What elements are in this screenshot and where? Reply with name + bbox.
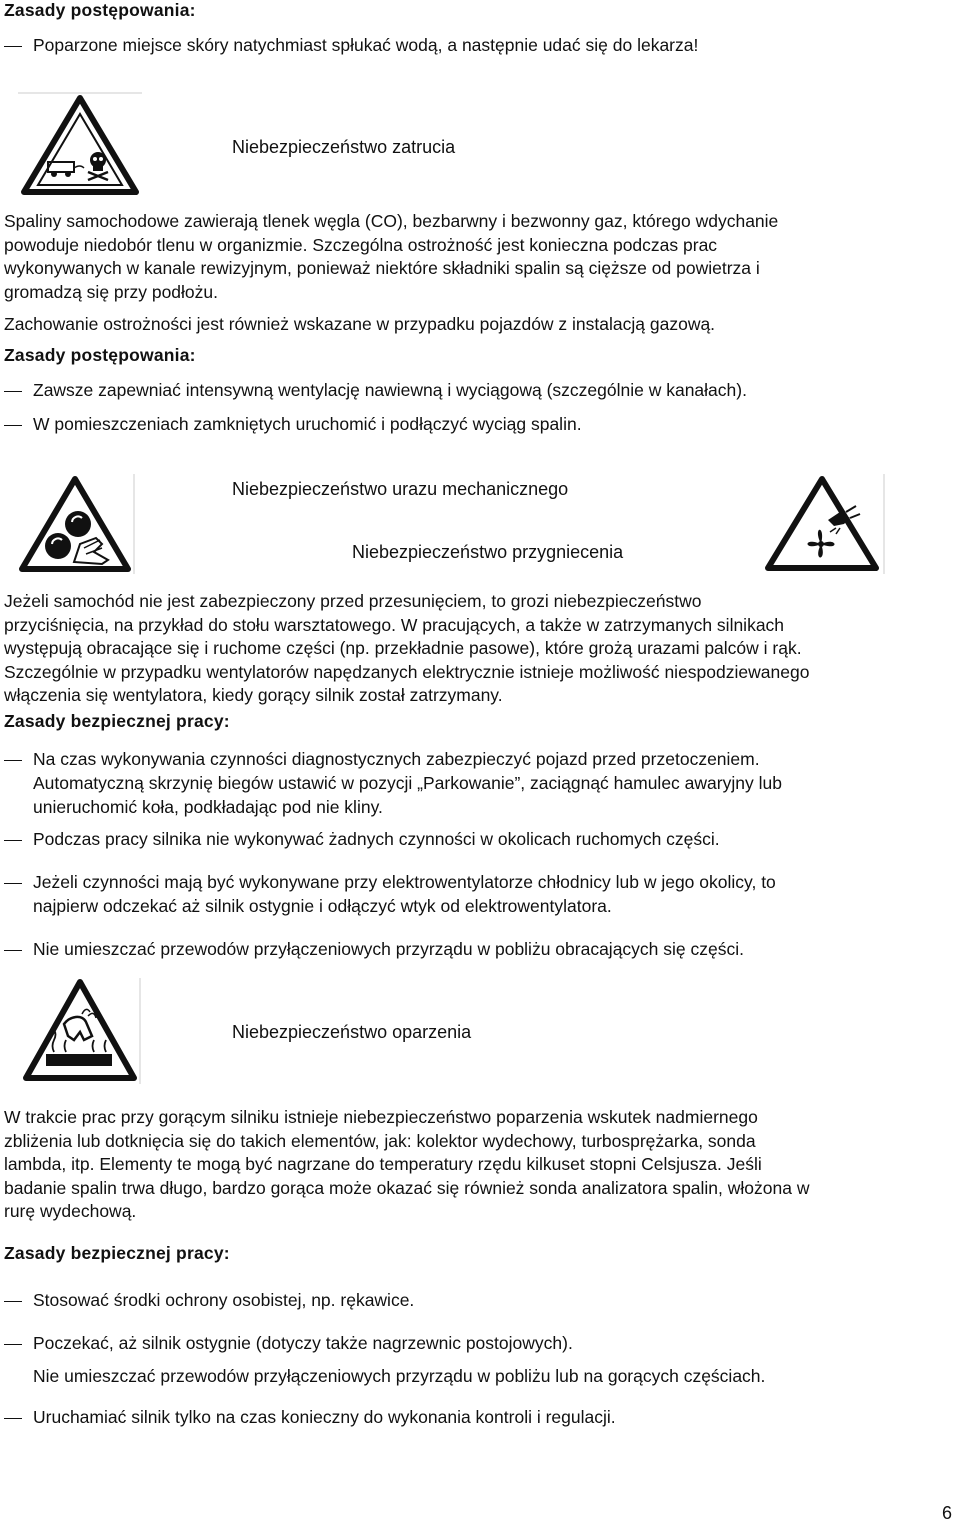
list-dash [4, 883, 22, 884]
poison-warning-icon [18, 92, 142, 196]
list-item: W pomieszczeniach zamkniętych uruchomić i podłączyć wyciąg spalin. [33, 414, 582, 434]
list-item: Zawsze zapewniać intensywną wentylację nawiewną i wyciągową (szczególnie w kanałach). [33, 380, 747, 400]
list-dash [4, 425, 22, 426]
list-item: Na czas wykonywania czynności diagnostycznych zabezpieczyć pojazd przed przetoczeniem. Automatyczną skrzynię biegów ustawić w pozycji „Parkowanie”, zaciągnąć hamulec awaryjny lub unieruchomić koła, podkładając pod nie kliny. [33, 749, 782, 817]
list-dash [4, 1418, 22, 1419]
crush-hazard-title: Niebezpieczeństwo przygniecenia [352, 542, 624, 562]
page-number: 6 [941, 1503, 952, 1523]
list-dash [4, 1344, 22, 1345]
mechanical-hazard-title: Niebezpieczeństwo urazu mechanicznego [232, 479, 569, 499]
fan-hand-warning-icon [764, 474, 886, 574]
list-dash [4, 840, 22, 841]
mechanical-paragraph: Jeżeli samochód nie jest zabezpieczony przed przesunięciem, to grozi niebezpieczeństwo przyciśnięcia, na przykład do stołu warsztatowego. W pracujących, a także w zatrzymanych silnikach występują obracające się i ruchome części (np. przekładnie pasowe), które grożą urazami palców i rąk. Szczególnie w przypadku wentylatorów napędzanych elektrycznie istnieje możliwość niespodziewanego włączenia się wentylatora, kiedy gorący silnik został zatrzymany. [4, 591, 810, 705]
list-item: Nie umieszczać przewodów przyłączeniowych przyrządu w pobliżu obracających się części. [33, 939, 744, 959]
poisoning-note: Zachowanie ostrożności jest również wskazane w przypadku pojazdów z instalacją gazową. [4, 314, 716, 334]
list-dash [4, 760, 22, 761]
hot-surface-warning-icon [22, 978, 146, 1084]
list-item: Stosować środki ochrony osobistej, np. rękawice. [33, 1290, 415, 1310]
list-item: Jeżeli czynności mają być wykonywane przy elektrowentylatorze chłodnicy lub w jego okolicy, to najpierw odczekać aż silnik ostygnie i odłączyć wtyk od elektrowentylatora. [33, 872, 776, 916]
burn-paragraph: W trakcie prac przy gorącym silniku istnieje niebezpieczeństwo poparzenia wskutek nadmiernego zbliżenia lub dotknięcia się do takich elementów, jak: kolektor wydechowy, turbosprężarka, sonda lambda, itp. Elementy te mogą być nagrzane do temperatury rzędu kilkuset stopni Celsjusza. Jeśli badanie spalin trwa długo, bardzo gorąca może okazać się również sonda analizatora spalin, włożona w rurę wydechową. [4, 1107, 810, 1221]
list-item: Nie umieszczać przewodów przyłączeniowych przyrządu w pobliżu lub na gorących częściach. [33, 1366, 766, 1386]
section-heading-safe-work: Zasady bezpiecznej pracy: [4, 1243, 230, 1263]
list-item: Poparzone miejsce skóry natychmiast spłukać wodą, a następnie udać się do lekarza! [33, 35, 699, 55]
list-dash [4, 46, 22, 47]
list-item: Poczekać, aż silnik ostygnie (dotyczy także nagrzewnic postojowych). [33, 1333, 573, 1353]
poisoning-title: Niebezpieczeństwo zatrucia [232, 137, 456, 157]
section-heading-procedure: Zasady postępowania: [4, 0, 196, 20]
list-dash [4, 950, 22, 951]
poisoning-paragraph: Spaliny samochodowe zawierają tlenek węgla (CO), bezbarwny i bezwonny gaz, którego wdychanie powoduje niedobór tlenu w organizmie. Szczególna ostrożność jest konieczna podczas prac wykonywanych w kanale rewizyjnym, ponieważ niektóre składniki spalin są cięższe od powietrza i gromadzą się przy podłożu. [4, 211, 779, 302]
section-heading-safe-work: Zasady bezpiecznej pracy: [4, 711, 230, 731]
list-item: Podczas pracy silnika nie wykonywać żadnych czynności w okolicach ruchomych części. [33, 829, 720, 849]
burn-hazard-title: Niebezpieczeństwo oparzenia [232, 1022, 472, 1042]
list-item: Uruchamiać silnik tylko na czas konieczny do wykonania kontroli i regulacji. [33, 1407, 616, 1427]
list-dash [4, 1301, 22, 1302]
list-dash [4, 391, 22, 392]
gear-crush-warning-icon [18, 474, 136, 574]
section-heading-procedure: Zasady postępowania: [4, 345, 196, 365]
